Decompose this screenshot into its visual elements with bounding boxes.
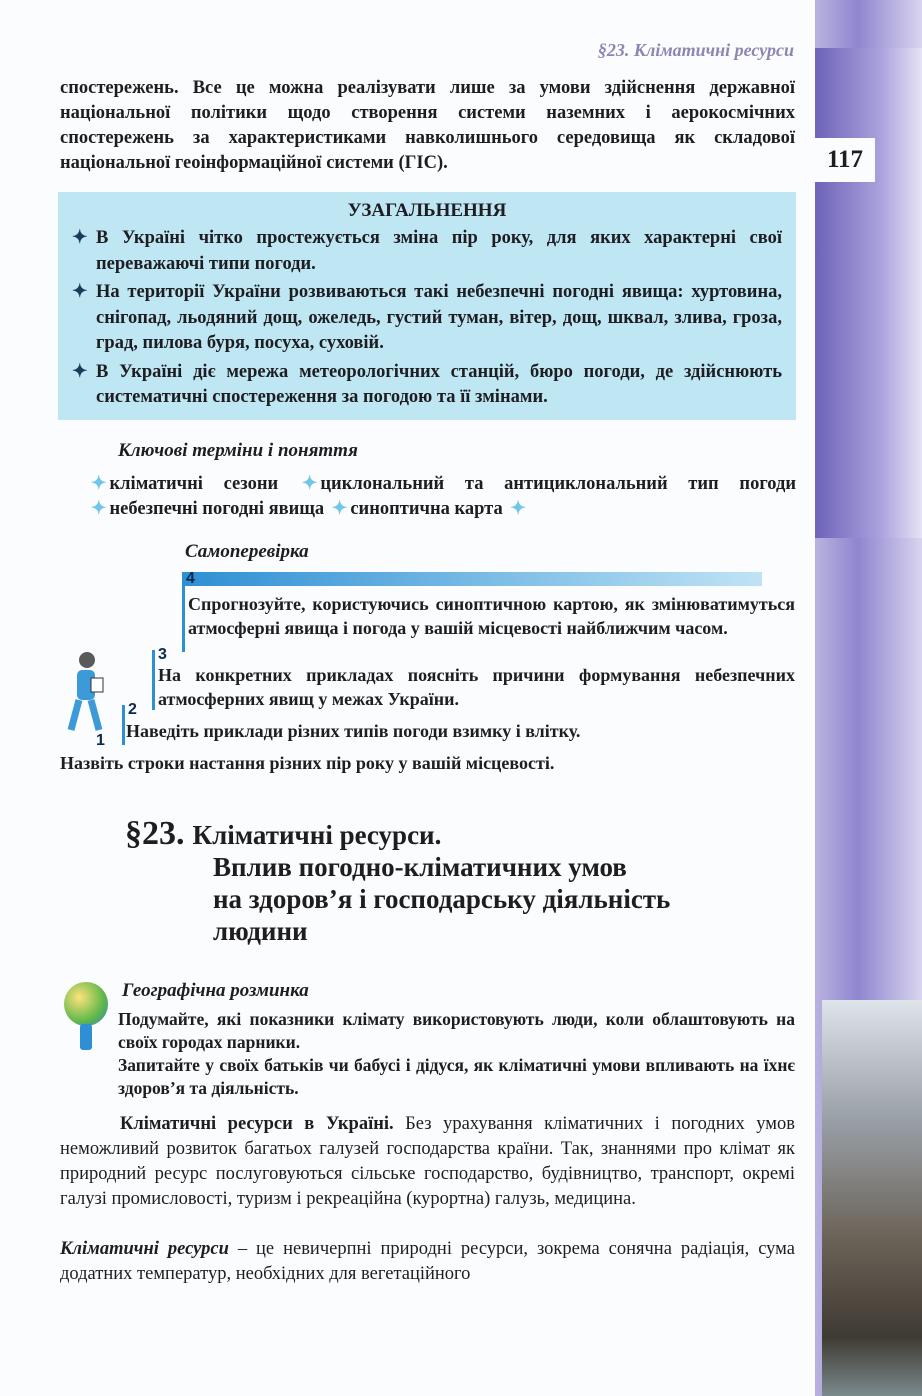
warmup-title: Географічна розминка	[122, 980, 309, 1001]
star-icon: ✦	[510, 499, 526, 519]
definition-paragraph: Кліматичні ресурси – це невичерпні природні ресурси, зокрема сонячна радіація, сума додатних температур, необхідних для вегетаційного	[60, 1239, 795, 1284]
summary-title: УЗАГАЛЬНЕННЯ	[347, 200, 507, 221]
section-number: §23.	[125, 815, 185, 852]
level-number: 2	[128, 701, 137, 718]
self-check-title: Самоперевірка	[185, 541, 309, 562]
self-check-task-3: На конкретних прикладах поясніть причини формування небезпечних атмосферних явищ у межах України.	[158, 665, 795, 709]
self-check-task-1: Назвіть строки настання різних пір року у вашій місцевості.	[60, 753, 555, 773]
self-check-task-4: Спрогнозуйте, користуючись синоптичною картою, як змінюватимуться атмосферні явища і погода у вашій місцевості найближчим часом.	[188, 594, 795, 638]
star-icon: ✦	[72, 361, 88, 382]
body-lead: Кліматичні ресурси в Україні.	[120, 1114, 394, 1134]
level-number: 3	[158, 646, 167, 663]
summary-item: ✦ В Україні діє мережа метеорологічних станцій, бюро погоди, де здійснюють систематичні спостереження за погодою та її змінами.	[72, 361, 782, 407]
summary-item: ✦ В Україні чітко простежується зміна пір року, для яких характерні свої переважаючі типи погоди.	[72, 228, 782, 274]
warmup-line: Подумайте, які показники клімату використовують люди, коли облаштовують на своїх городах парники.	[118, 1009, 795, 1052]
summary-item: ✦ На території України розвиваються такі небезпечні погодні явища: хуртовина, снігопад, льодяний дощ, ожеледь, густий туман, вітер, дощ, шквал, злива, гроза, град, пилова буря, посуха, суховій.	[72, 282, 782, 353]
student-illustration-icon	[65, 650, 105, 740]
definition-term: Кліматичні ресурси	[60, 1239, 229, 1259]
body-paragraph: Кліматичні ресурси в Україні. Без урахування кліматичних і погодних умов неможливий розвиток багатьох галузей господарства країни. Так, знаннями про клімат як природний ресурс послуговуються сільське господарство, будівництво, транспорт, окремі галузі промисловості, туризм і рекреаційна (курортна) галузь, медицина.	[60, 1114, 795, 1209]
running-title: §23. Кліматичні ресурси	[597, 40, 794, 60]
star-icon: ✦	[331, 499, 348, 519]
level-bar	[182, 572, 762, 586]
self-check-task-2: Наведіть приклади різних типів погоди взимку і влітку.	[126, 721, 581, 741]
section-title: §23. Кліматичні ресурси. Вплив погодно-кліматичних умов на здоров’я і господарську діяльність людини	[125, 815, 671, 946]
page-number: 117	[815, 138, 875, 182]
star-icon: ✦	[301, 474, 318, 494]
level-number: 4	[186, 570, 195, 587]
forest-waterfall-photo	[822, 1000, 922, 1396]
key-terms-title: Ключові терміни і поняття	[118, 440, 358, 461]
star-icon: ✦	[91, 474, 107, 494]
stair-line	[122, 705, 125, 745]
level-number: 1	[96, 732, 105, 749]
stair-line	[152, 650, 155, 710]
lightbulb-stem	[80, 1024, 92, 1050]
page-edge-tab	[815, 48, 922, 538]
globe-lightbulb-icon	[64, 982, 108, 1026]
warmup-line: Запитайте у своїх батьків чи бабусі і дідуся, як кліматичні умови впливають на їхнє здоров’я та діяльність.	[118, 1055, 795, 1098]
key-terms-list: ✦ кліматичні сезони ✦ циклональний та антициклональний тип погоди ✦ небезпечні погодні явища ✦ синоптична карта ✦	[91, 474, 796, 519]
intro-paragraph: спостережень. Все це можна реалізувати лише за умови здійснення державної національної політики щодо створення системи наземних і аерокосмічних спостережень за характеристиками навколишнього середовища як складової національної геоінформаційної системи (ГІС).	[60, 78, 795, 173]
summary-box	[58, 192, 796, 420]
star-icon: ✦	[72, 228, 88, 248]
star-icon: ✦	[91, 499, 107, 519]
stair-line	[182, 572, 185, 652]
star-icon: ✦	[72, 282, 88, 302]
